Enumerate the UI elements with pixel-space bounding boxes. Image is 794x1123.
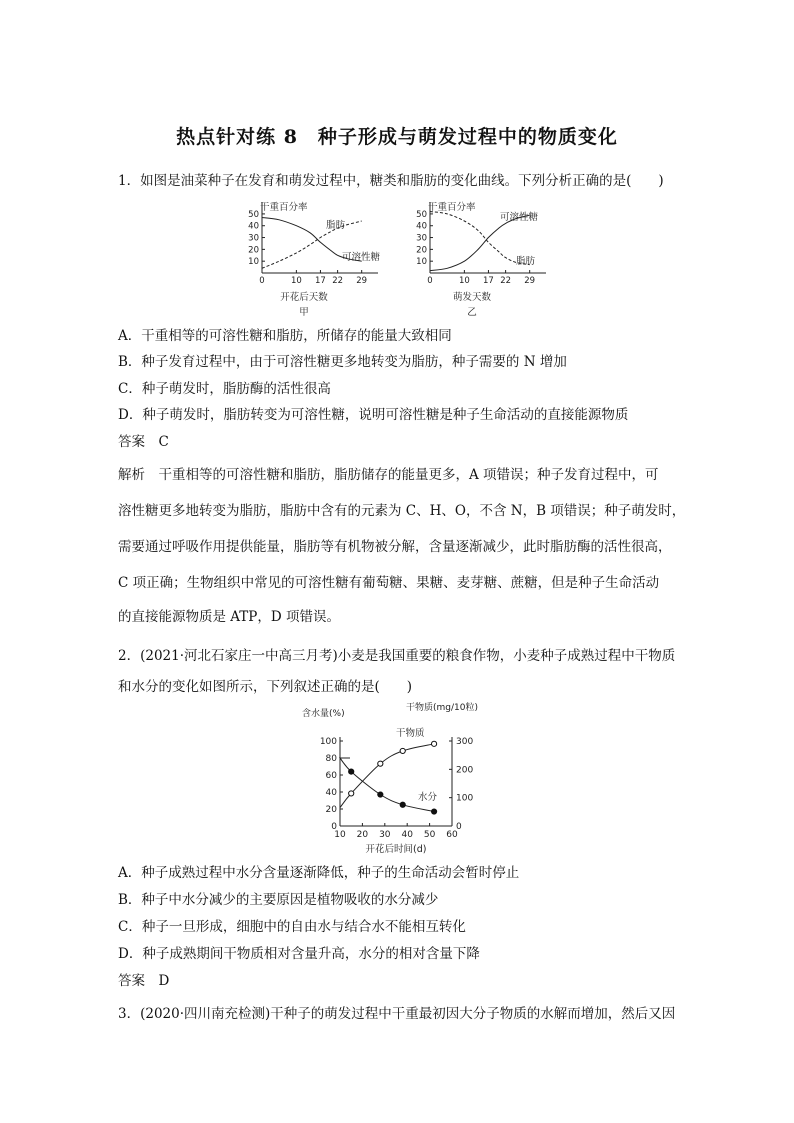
left-axis-label: 含水量(%)	[302, 709, 345, 719]
water-point	[349, 769, 354, 774]
y-tick-label: 20	[416, 245, 427, 256]
x-axis-label: 开花后天数	[280, 292, 328, 303]
q2-answer: 答案 D	[118, 973, 170, 989]
left-tick-label: 100	[319, 737, 337, 747]
left-tick-label: 20	[325, 805, 337, 815]
q2-stem-line: 和水分的变化如图所示，下列叙述正确的是( )	[118, 679, 413, 695]
left-tick-label: 80	[325, 754, 337, 764]
x-tick-label: 0	[259, 276, 265, 286]
y-tick-label: 10	[416, 257, 427, 268]
q2-stem-line: 2．(2021·河北石家庄一中高三月考)小麦是我国重要的粮食作物，小麦种子成熟过程中干物质	[118, 648, 676, 664]
right-tick-label: 300	[456, 737, 474, 747]
dry-point	[400, 748, 405, 753]
water-point	[431, 809, 436, 814]
label-fat: 脂肪	[326, 220, 346, 231]
y-tick-label: 40	[248, 221, 259, 232]
q1-option-a: A．干重相等的可溶性糖和脂肪，所储存的能量大致相同	[118, 328, 452, 344]
left-tick-label: 40	[325, 788, 337, 798]
left-tick-label: 0	[331, 822, 337, 832]
x-tick-label: 20	[356, 830, 369, 840]
x-tick-label: 30	[379, 830, 391, 840]
y-tick-label: 40	[416, 221, 427, 232]
page-title: 热点针对练 8 种子形成与萌发过程中的物质变化	[176, 126, 618, 148]
dry-point	[349, 791, 354, 796]
right-tick-label: 200	[456, 765, 474, 776]
dry-point	[431, 741, 436, 746]
q2-option-c: C．种子一旦形成，细胞中的自由水与结合水不能相互转化	[118, 919, 466, 935]
q1-stem: 1．如图是油菜种子在发育和萌发过程中，糖类和脂肪的变化曲线。下列分析正确的是( )	[118, 173, 664, 189]
series-water-line	[340, 758, 434, 812]
dry-point	[378, 761, 383, 766]
q1-option-d: D．种子萌发时，脂肪转变为可溶性糖，说明可溶性糖是种子生命活动的直接能源物质	[118, 407, 629, 423]
q1-analysis-line: 需要通过呼吸作用提供能量，脂肪等有机物被分解，含量逐渐减少，此时脂肪酶的活性很高，	[118, 539, 672, 555]
q1-analysis-line: 溶性糖更多地转变为脂肪，脂肪中含有的元素为 C、H、O，不含 N，B 项错误；种子萌发时，	[118, 503, 686, 519]
label-dry: 干物质	[396, 728, 425, 739]
label-fat: 脂肪	[516, 256, 536, 267]
chart-caption: 甲	[299, 307, 309, 318]
q1-answer: 答案 C	[118, 434, 169, 450]
chart-caption: 乙	[467, 307, 477, 318]
y-tick-label: 50	[416, 209, 427, 220]
label-water: 水分	[418, 792, 438, 803]
water-point	[400, 802, 405, 807]
q2-option-d: D．种子成熟期间干物质相对含量升高，水分的相对含量下降	[118, 946, 480, 962]
label-sugar: 可溶性糖	[500, 212, 539, 223]
right-axis-label: 干物质(mg/10粒)	[406, 703, 478, 713]
y-tick-label: 20	[248, 245, 259, 256]
q2-option-a: A．种子成熟过程中水分含量逐渐降低，种子的生命活动会暂时停止	[118, 865, 520, 881]
x-tick-label: 29	[356, 276, 368, 286]
y-tick-label: 10	[248, 257, 259, 268]
x-tick-label: 22	[332, 276, 344, 286]
chart-wheat	[300, 700, 500, 860]
x-axis-label: 开花后时间(d)	[365, 844, 427, 855]
water-point	[378, 792, 383, 797]
q3-stem: 3．(2020·四川南充检测)干种子的萌发过程中干重最初因大分子物质的水解而增加，然后又因	[118, 1006, 676, 1022]
q1-option-c: C．种子萌发时，脂肪酶的活性很高	[118, 381, 331, 397]
y-tick-label: 30	[248, 233, 259, 244]
q2-option-b: B．种子中水分减少的主要原因是植物吸收的水分减少	[118, 892, 439, 908]
chart-jia	[240, 198, 390, 322]
x-tick-label: 60	[446, 830, 458, 840]
x-axis-label: 萌发天数	[452, 292, 492, 303]
right-tick-label: 0	[456, 822, 462, 832]
q1-analysis-line: 解析 干重相等的可溶性糖和脂肪，脂肪储存的能量更多，A 项错误；种子发育过程中，可	[118, 467, 659, 483]
x-tick-label: 40	[401, 830, 413, 840]
right-tick-label: 100	[456, 793, 474, 804]
x-tick-label: 50	[423, 830, 436, 840]
x-tick-label: 29	[524, 276, 536, 286]
x-tick-label: 10	[290, 276, 302, 286]
y-axis-label: 干重百分率	[260, 202, 308, 213]
label-sugar: 可溶性糖	[342, 252, 381, 263]
y-axis-label: 干重百分率	[428, 202, 476, 213]
y-tick-label: 50	[248, 209, 259, 220]
q1-option-b: B．种子发育过程中，由于可溶性糖更多地转变为脂肪，种子需要的 N 增加	[118, 354, 567, 370]
x-tick-label: 10	[334, 830, 346, 840]
x-tick-label: 17	[315, 276, 326, 286]
q1-analysis-line: C 项正确；生物组织中常见的可溶性糖有葡萄糖、果糖、麦芽糖、蔗糖，但是种子生命活动	[118, 575, 660, 591]
x-tick-label: 17	[483, 276, 494, 286]
chart-yi	[408, 198, 558, 322]
q1-analysis-line: 的直接能源物质是 ATP，D 项错误。	[118, 609, 341, 625]
x-tick-label: 0	[427, 276, 433, 286]
x-tick-label: 22	[500, 276, 512, 286]
left-tick-label: 60	[325, 771, 337, 781]
y-tick-label: 30	[416, 233, 427, 244]
x-tick-label: 10	[458, 276, 470, 286]
